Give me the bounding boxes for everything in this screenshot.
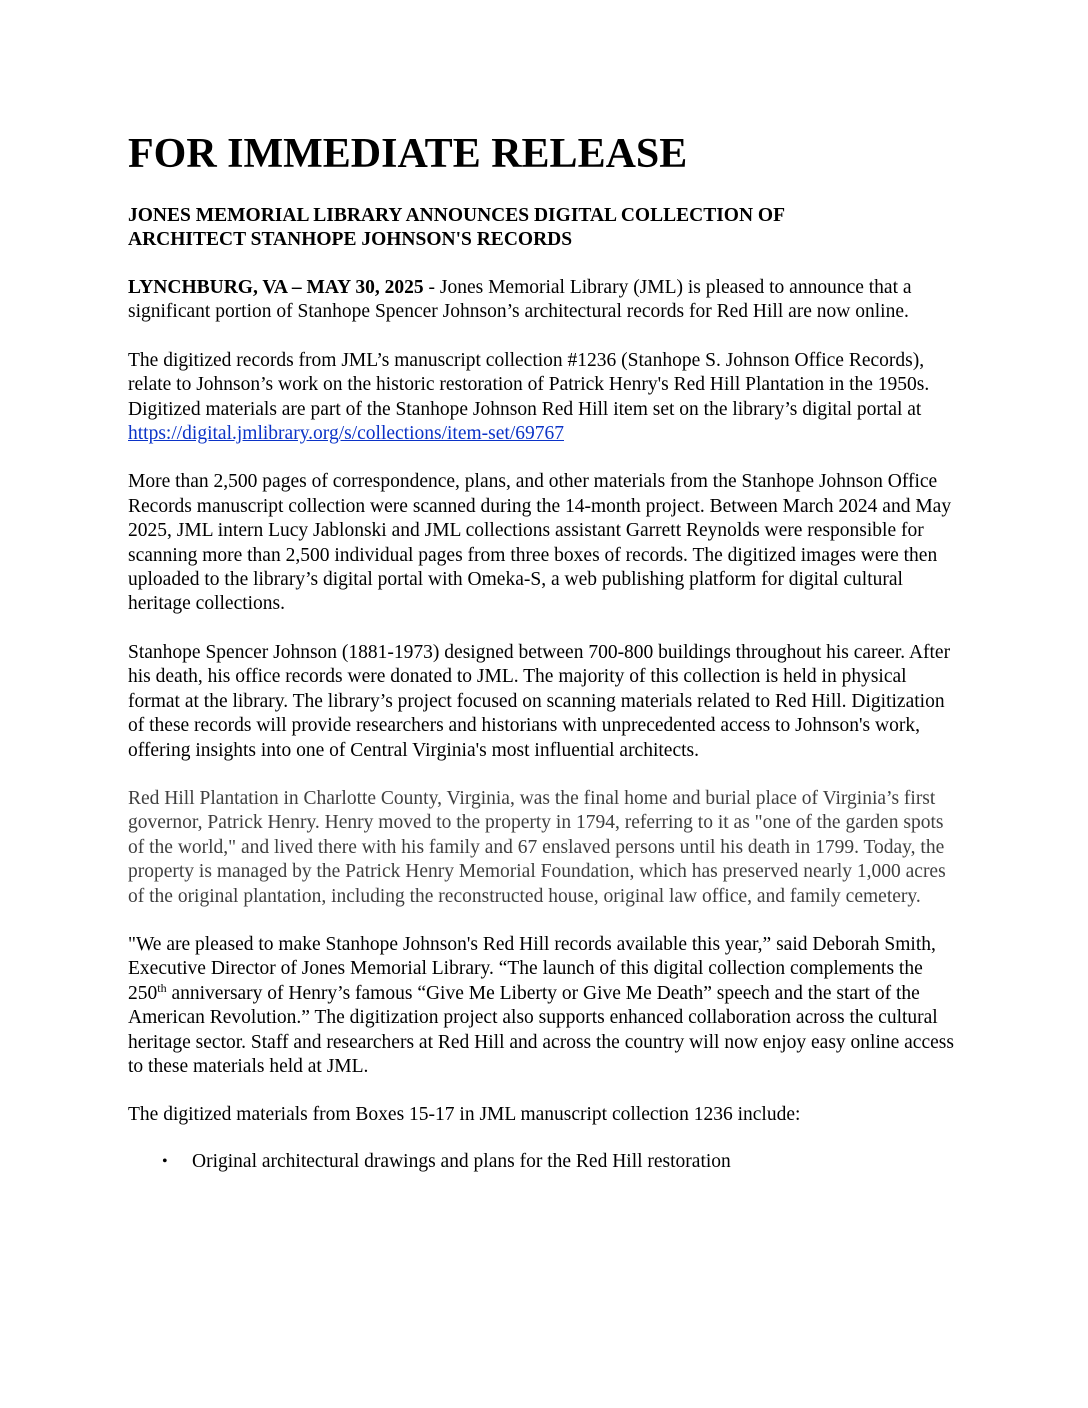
materials-intro-paragraph: The digitized materials from Boxes 15-17 in JML manuscript collection 1236 include: xyxy=(128,1104,801,1126)
page-title: FOR IMMEDIATE RELEASE xyxy=(128,131,688,177)
collection-paragraph xyxy=(128,349,958,447)
biography-paragraph: Stanhope Spencer Johnson (1881-1973) designed between 700-800 buildings throughout his career. After his death, his office records were donated to JML. The majority of this collection is held in physical format at the library. The library’s project focused on scanning materials related to Red Hill. Digitization of these records will provide researchers and historians with unprecedented access to Johnson's work, offering insights into one of Central Virginia's most influential architects. xyxy=(128,641,951,761)
press-headline xyxy=(128,204,958,252)
collection-text: The digitized records from JML’s manuscript collection #1236 (Stanhope S. Johnson Office Records), relate to Johnson’s work on the historic restoration of Patrick Henry's Red Hill Plantation in the 1950s. Digitized materials are part of the Stanhope Johnson Red Hill item set on the library’s digital portal at xyxy=(128,349,930,420)
red-hill-paragraph: Red Hill Plantation in Charlotte County, Virginia, was the final home and burial place of Virginia’s first governor, Patrick Henry. Henry moved to the property in 1794, referring to it as "one of the garden spots of the world," and lived there with his family and 67 enslaved persons until his death in 1799. Today, the property is managed by the Patrick Henry Memorial Foundation, which has preserved nearly 1,000 acres of the original plantation, including the reconstructed house, original law office, and family cemetery. xyxy=(128,787,946,907)
digital-portal-link[interactable]: https://digital.jmlibrary.org/s/collections/item-set/69767 xyxy=(128,423,564,445)
quote-text-end: anniversary of Henry’s famous “Give Me Liberty or Give Me Death” speech and the start of the American Revolution.” The digitization project also supports enhanced collaboration across the cultural heritage sector. Staff and researchers at Red Hill and across the country will now enjoy easy online access to these materials held at JML. xyxy=(128,982,954,1077)
headline-line-2: ARCHITECT STANHOPE JOHNSON'S RECORDS xyxy=(128,229,573,250)
intro-paragraph xyxy=(128,276,958,325)
intro-text: - Jones Memorial Library (JML) is pleased to announce that a significant portion of Stanhope Spencer Johnson’s architectural records for Red Hill are now online. xyxy=(128,277,912,323)
ordinal-superscript: th xyxy=(157,980,167,995)
list-item xyxy=(128,1150,958,1174)
project-paragraph: More than 2,500 pages of correspondence, plans, and other materials from the Stanhope Johnson Office Records manuscript collection were scanned during the 14-month project. Between March 2024 and May 2025, JML intern Lucy Jablonski and JML collections assistant Garrett Reynolds were responsible for scanning more than 2,500 individual pages from three boxes of records. The digitized images were then uploaded to the library’s digital portal with Omeka-S, a web publishing platform for digital cultural heritage collections. xyxy=(128,471,952,615)
materials-list xyxy=(128,1150,958,1174)
press-release-page xyxy=(128,126,958,1174)
quote-paragraph xyxy=(128,933,958,1079)
headline-line-1: JONES MEMORIAL LIBRARY ANNOUNCES DIGITAL COLLECTION OF xyxy=(128,205,786,226)
quote-text-start: "We are pleased to make Stanhope Johnson's Red Hill records available this year,” said Deborah Smith, Executive Director of Jones Memorial Library. “The launch of this digital collection complements the 250 xyxy=(128,933,936,1004)
bullet-icon: • xyxy=(162,1152,168,1170)
dateline: LYNCHBURG, VA – MAY 30, 2025 xyxy=(128,277,424,298)
list-item-text: Original architectural drawings and plans for the Red Hill restoration xyxy=(192,1150,731,1172)
